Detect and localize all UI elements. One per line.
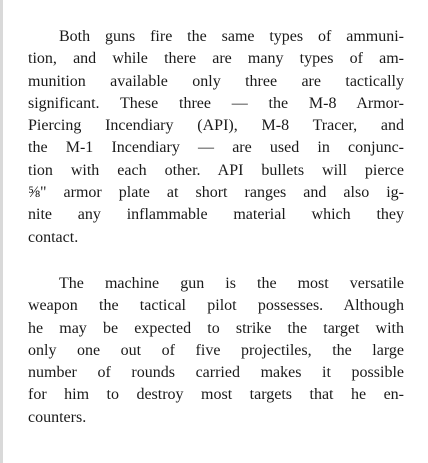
text-line: the M-1 Incendiary — are used in conjunc- (28, 139, 404, 157)
text-line: counters. (28, 408, 87, 426)
text-line: he may be expected to strike the target with (28, 319, 404, 337)
text-line: Piercing Incendiary (API), M-8 Tracer, and (28, 117, 404, 135)
paragraph-ammunition (28, 26, 404, 249)
text-line: Both guns fire the same types of ammuni- (59, 28, 404, 45)
text-line: tion, and while there are many types of am- (28, 50, 404, 68)
text-line: significant. These three — the M-8 Armor- (28, 94, 404, 112)
text-line: The machine gun is the most versatile (59, 275, 404, 292)
text-line: ⅝" armor plate at short ranges and also ig- (28, 184, 404, 202)
text-line: munition available only three are tactically (28, 72, 404, 90)
text-line: contact. (28, 228, 79, 246)
text-line: weapon the tactical pilot possesses. Although (28, 297, 404, 315)
text-line: tion with each other. API bullets will pierce (28, 161, 404, 179)
text-line: only one out of five projectiles, the large (28, 341, 404, 359)
text-line: number of rounds carried makes it possible (28, 364, 404, 382)
paragraph-machine-gun (28, 273, 404, 429)
scan-edge (0, 0, 3, 463)
text-line: nite any inflammable material which they (28, 206, 404, 224)
text-line: for him to destroy most targets that he en- (28, 386, 404, 404)
